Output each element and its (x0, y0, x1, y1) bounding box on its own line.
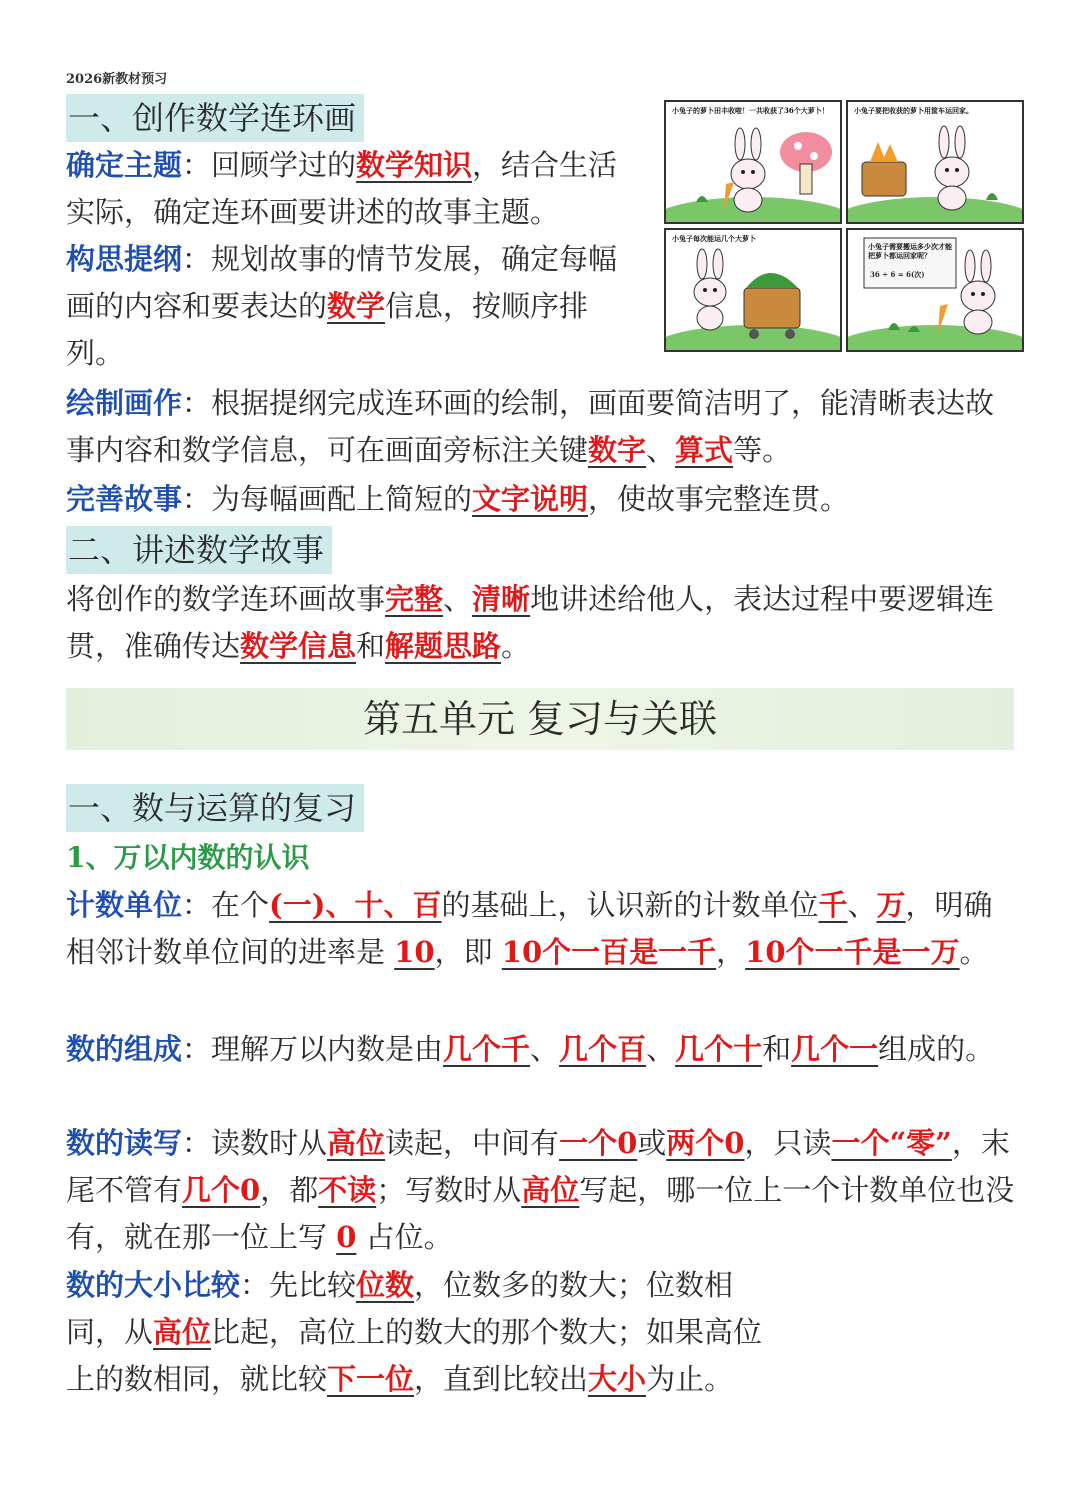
keyword: 数的组成 (66, 1032, 183, 1066)
text: 、 (646, 433, 676, 467)
text: ，位数多的数大；位数相同，从 (66, 1268, 734, 1349)
paragraph-topic (66, 142, 644, 236)
highlight: 高位 (521, 1173, 580, 1207)
comic-caption: 小兔子的萝卜田丰收啦！一共收获了36个大萝卜！ (672, 106, 829, 115)
highlight: 10个一千是一万 (745, 935, 960, 969)
text: ， (716, 935, 746, 969)
text: 或 (637, 1126, 667, 1160)
highlight: 文字说明 (472, 482, 589, 516)
keyword: 数的大小比较 (66, 1268, 241, 1302)
text: ：规划故事的情节发展，确定每幅画的内容和要表达的 (66, 242, 618, 323)
keyword: 数的读写 (66, 1126, 183, 1160)
highlight: 万 (876, 888, 906, 922)
text: 为止。 (646, 1362, 734, 1396)
highlight: 几个十 (675, 1032, 763, 1066)
highlight: 千 (818, 888, 848, 922)
highlight: 几个百 (559, 1032, 647, 1066)
text: 写起，哪一位上一个计数单位也没有，就在那一位上写 (66, 1173, 1015, 1254)
text: 、 (530, 1032, 560, 1066)
bunny-cart-illustration (666, 230, 840, 350)
text: ，明确相邻计数单位间的进率是 (66, 888, 993, 969)
text: 。 (501, 629, 531, 663)
text: ，只读 (744, 1126, 832, 1160)
comic-formula: 36 ÷ 6 = 6(次) (870, 270, 925, 279)
bunny-carrot-illustration (666, 102, 840, 222)
text: 的基础上，认识新的计数单位 (441, 888, 819, 922)
text: ：读数时从 (182, 1126, 328, 1160)
comic-caption: 小兔子需要搬运多少次才能把萝卜都运回家呢？ (868, 242, 952, 260)
text: ，使故事完整连贯。 (588, 482, 850, 516)
highlight: 一个0 (559, 1126, 638, 1160)
page-tagline: 2026新教材预习 (66, 72, 168, 87)
text: 、 (443, 582, 473, 616)
highlight: 高位 (153, 1315, 212, 1349)
text: ，即 (434, 935, 502, 969)
section-heading-comic: 一、创作数学连环画 (66, 94, 364, 142)
highlight: 下一位 (327, 1362, 415, 1396)
paragraph-refine (66, 476, 1016, 523)
highlight: 几个一 (791, 1032, 879, 1066)
highlight: (一)、十、百 (269, 888, 442, 922)
highlight: 一个“零” (831, 1126, 952, 1160)
highlight: 高位 (327, 1126, 386, 1160)
keyword: 确定主题 (66, 148, 183, 182)
highlight: 完整 (385, 582, 444, 616)
text: 将创作的数学连环画故事 (66, 582, 386, 616)
section-heading-story: 二、讲述数学故事 (66, 526, 332, 574)
text: 、 (847, 888, 877, 922)
text: 组成的。 (878, 1032, 995, 1066)
text: 地讲述给他人，表达过程中要逻辑连贯，准确传达 (66, 582, 995, 663)
highlight: 几个0 (182, 1173, 261, 1207)
comic-panel-4 (846, 228, 1024, 352)
highlight: 10 (394, 935, 435, 969)
text: 和 (762, 1032, 792, 1066)
text: ，直到比较出 (414, 1362, 589, 1396)
highlight: 位数 (356, 1268, 415, 1302)
paragraph-outline (66, 236, 644, 377)
paragraph-counting-units (66, 882, 1018, 976)
text: 。 (959, 935, 989, 969)
subheading-numbers-within-10000: 1、万以内数的认识 (66, 841, 310, 874)
highlight: 大小 (588, 1362, 647, 1396)
text: 信息，按顺序排列。 (66, 289, 589, 370)
highlight: 不读 (318, 1173, 377, 1207)
text: ：回顾学过的 (182, 148, 357, 182)
comic-caption: 小兔子每次能运几个大萝卜 (672, 234, 756, 243)
text: 和 (356, 629, 386, 663)
text: 比起，高位上的数大的那个数大；如果高位上的数相同，就比较 (66, 1315, 763, 1396)
highlight: 清晰 (472, 582, 531, 616)
paragraph-compare (66, 1262, 778, 1403)
highlight: 数字 (588, 433, 647, 467)
highlight: 几个千 (443, 1032, 531, 1066)
comic-panel-3 (664, 228, 842, 352)
highlight: 0 (336, 1220, 357, 1254)
highlight: 数学信息 (240, 629, 357, 663)
text: 占位。 (356, 1220, 453, 1254)
paragraph-draw (66, 380, 1016, 474)
highlight: 数学知识 (356, 148, 473, 182)
comic-caption: 小兔子要把收获的萝卜用筐车运回家。 (854, 106, 973, 115)
highlight: 两个0 (666, 1126, 745, 1160)
keyword: 计数单位 (66, 888, 183, 922)
text: ，末尾不管有 (66, 1126, 1010, 1207)
paragraph-number-composition (66, 1026, 1018, 1073)
comic-panel-1 (664, 100, 842, 224)
text: ，结合生活实际，确定连环画要讲述的故事主题。 (66, 148, 618, 229)
comic-panel-2 (846, 100, 1024, 224)
highlight: 算式 (675, 433, 734, 467)
keyword: 绘制画作 (66, 386, 183, 420)
text: ：理解万以内数是由 (182, 1032, 444, 1066)
bunny-basket-illustration (848, 102, 1022, 222)
paragraph-read-write (66, 1120, 1018, 1261)
text: ；写数时从 (376, 1173, 522, 1207)
text: 读起，中间有 (385, 1126, 560, 1160)
keyword: 构思提纲 (66, 242, 183, 276)
unit-title-banner: 第五单元 复习与关联 (66, 688, 1014, 750)
text: ：先比较 (240, 1268, 357, 1302)
text: ：根据提纲完成连环画的绘制，画面要简洁明了，能清晰表达故事内容和数学信息，可在画面旁标注关键 (66, 386, 995, 467)
text: ，都 (260, 1173, 319, 1207)
keyword: 完善故事 (66, 482, 183, 516)
highlight: 数学 (327, 289, 386, 323)
text: 等。 (733, 433, 792, 467)
text: ：在个 (182, 888, 270, 922)
highlight: 解题思路 (385, 629, 502, 663)
section-heading-numbers: 一、数与运算的复习 (66, 784, 364, 832)
text: ：为每幅画配上简短的 (182, 482, 473, 516)
paragraph-tell-story (66, 576, 1016, 670)
text: 、 (646, 1032, 676, 1066)
highlight: 10个一百是一千 (501, 935, 717, 969)
